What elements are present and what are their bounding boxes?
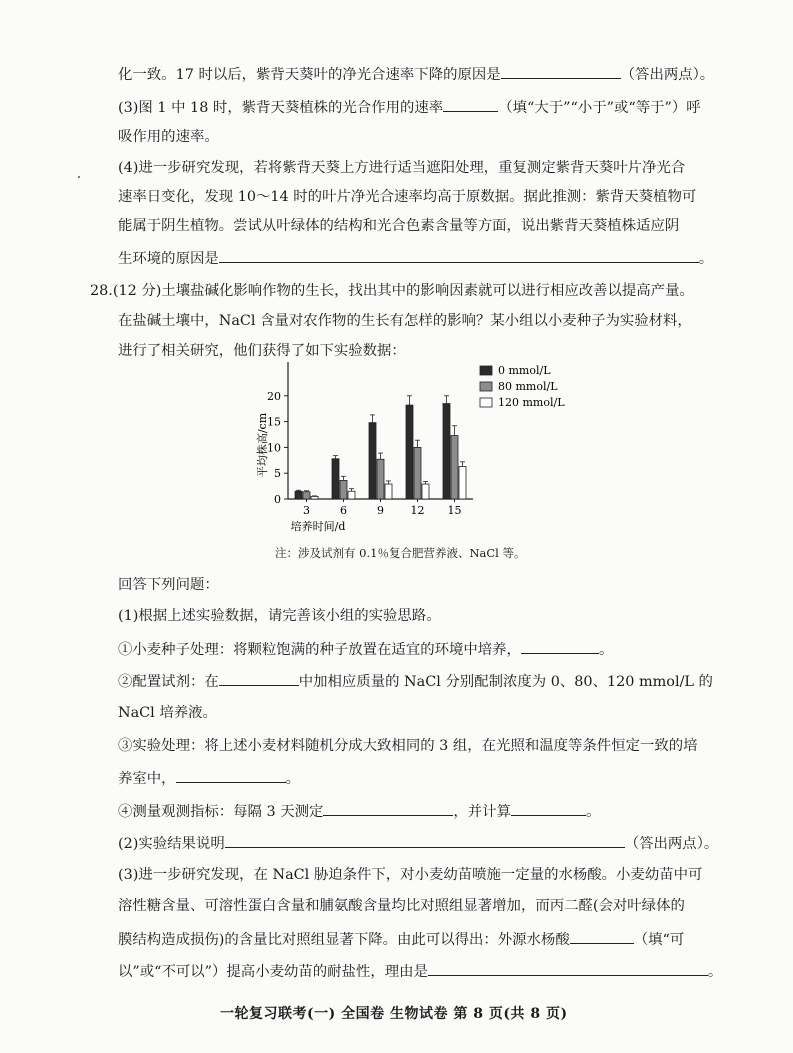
text: 中加相应质量的 NaCl 分别配制浓度为 0、80、120 mmol/L 的 [298,674,713,690]
text: （答出两点）。 [624,836,719,852]
bar [459,466,466,499]
text-line [118,961,722,982]
bar [332,459,339,499]
text-line [118,801,600,822]
text-line [118,97,701,118]
text-line [118,671,713,692]
bar [295,491,302,499]
legend-swatch [480,366,492,375]
text-line [118,833,718,854]
text: 化一致。17 时以后，紫背天葵叶的净光合速率下降的原因是 [118,67,501,83]
text-line: 在盐碱土壤中，NaCl 含量对农作物的生长有怎样的影响？某小组以小麦种子为实验材料， [118,313,692,329]
x-tick-label: 9 [377,504,384,517]
text-line: ③实验处理：将上述小麦材料随机分成大致相同的 3 组，在光照和温度等条件恒定一致的培 [118,738,698,754]
text-line: 能属于阴生植物。尝试从叶绿体的结构和光合色素含量等方面，说出紫背天葵植株适应阴 [118,218,680,234]
text-line: 进行了相关研究，他们获得了如下实验数据： [118,343,406,359]
x-tick-label: 6 [340,504,347,517]
answer-blank[interactable] [219,248,699,263]
y-tick-label: 10 [267,441,281,455]
answer-blank[interactable] [323,801,453,816]
text-line: 溶性糖含量、可溶性蛋白含量和脯氨酸含量均比对照组显著增加，而丙二醛(会对叶绿体的 [118,898,685,914]
answer-blank[interactable] [443,97,498,112]
text: （答出两点）。 [620,67,715,83]
bar [311,496,318,499]
text: ②配置试剂：在 [118,674,219,690]
text: (3)图 1 中 18 时，紫背天葵植株的光合作用的速率 [118,100,444,116]
text: 。 [285,771,300,787]
text: ，并计算 [453,804,511,820]
chart-note: 注：涉及试剂有 0.1％复合肥营养液、NaCl 等。 [275,546,526,560]
legend-label: 0 mmol/L [498,364,551,377]
legend-swatch [480,398,492,407]
answer-blank[interactable] [521,639,599,654]
bar [303,492,310,499]
text-line: (1)根据上述实验数据，请完善该小组的实验思路。 [118,608,441,624]
answer-blank[interactable] [219,671,299,686]
text: 膜结构造成损伤)的含量比对照组显著下降。由此可以得出：外源水杨酸 [118,932,570,948]
legend-label: 80 mmol/L [498,380,558,393]
text: 。 [585,804,601,820]
x-axis-label: 培养时间/d [290,520,346,533]
answer-blank[interactable] [501,64,621,79]
bar [406,405,413,499]
answer-blank[interactable] [511,801,586,816]
text-line [118,248,713,269]
text-line [118,64,714,85]
bar [451,436,458,499]
text: 。 [698,251,714,267]
text: （填“大于”“小于”或“等于”）呼 [498,100,701,116]
text: 。 [707,964,723,980]
text: ④测量观测指标：每隔 3 天测定 [118,804,324,820]
page-footer: 一轮复习联考(一) 全国卷 生物试卷 第 8 页(共 8 页) [220,1006,568,1022]
text-line: NaCl 培养液。 [118,705,217,721]
bar [414,447,421,499]
bar [422,484,429,499]
answer-blank[interactable] [570,929,634,944]
x-tick-label: 15 [447,504,462,517]
text-line: 回答下列问题： [118,577,219,593]
text-line: (3)进一步研究发现，在 NaCl 胁迫条件下，对小麦幼苗喷施一定量的水杨酸。小麦幼苗中可 [118,867,703,883]
bar [340,480,347,499]
bar-chart [240,360,580,545]
answer-blank[interactable] [428,961,708,976]
text: 。 [598,642,614,658]
bar [348,491,355,499]
text-line [118,768,300,789]
bar [443,404,450,499]
x-tick-label: 12 [410,504,425,517]
text-line [118,639,613,660]
bar [377,459,384,499]
y-tick-label: 15 [267,415,281,429]
answer-blank[interactable] [176,768,286,783]
text: 以”或“不可以”）提高小麦幼苗的耐盐性，理由是 [118,964,428,980]
legend-swatch [480,382,492,391]
chart-plot [267,362,565,517]
legend-label: 120 mmol/L [498,396,565,409]
x-tick-label: 3 [303,504,310,517]
text: 生环境的原因是 [118,251,219,267]
bar [385,484,392,499]
text: ①小麦种子处理：将颗粒饱满的种子放置在适宜的环境中培养， [118,642,521,658]
y-tick-label: 20 [267,389,281,403]
scan-speck [78,176,80,178]
text-line: 速率日变化，发现 10～14 时的叶片净光合速率均高于原数据。据此推测：紫背天葵植物可 [118,189,697,205]
text: 养室中， [118,771,176,787]
text-line [118,929,684,950]
text: (2)实验结果说明 [118,836,225,852]
y-tick-label: 0 [274,493,281,506]
bar [369,423,376,499]
y-axis-label: 平均株高/cm [256,412,269,478]
answer-blank[interactable] [225,833,625,848]
text-line: 吸作用的速率。 [118,129,219,145]
text-line: (4)进一步研究发现，若将紫背天葵上方进行适当遮阳处理，重复测定紫背天葵叶片净光合 [118,160,686,176]
text: （填“可 [633,932,685,948]
question-28-heading: 28.(12 分)土壤盐碱化影响作物的生长，找出其中的影响因素就可以进行相应改善以提高产量。 [90,283,694,299]
y-tick-label: 5 [274,467,281,481]
